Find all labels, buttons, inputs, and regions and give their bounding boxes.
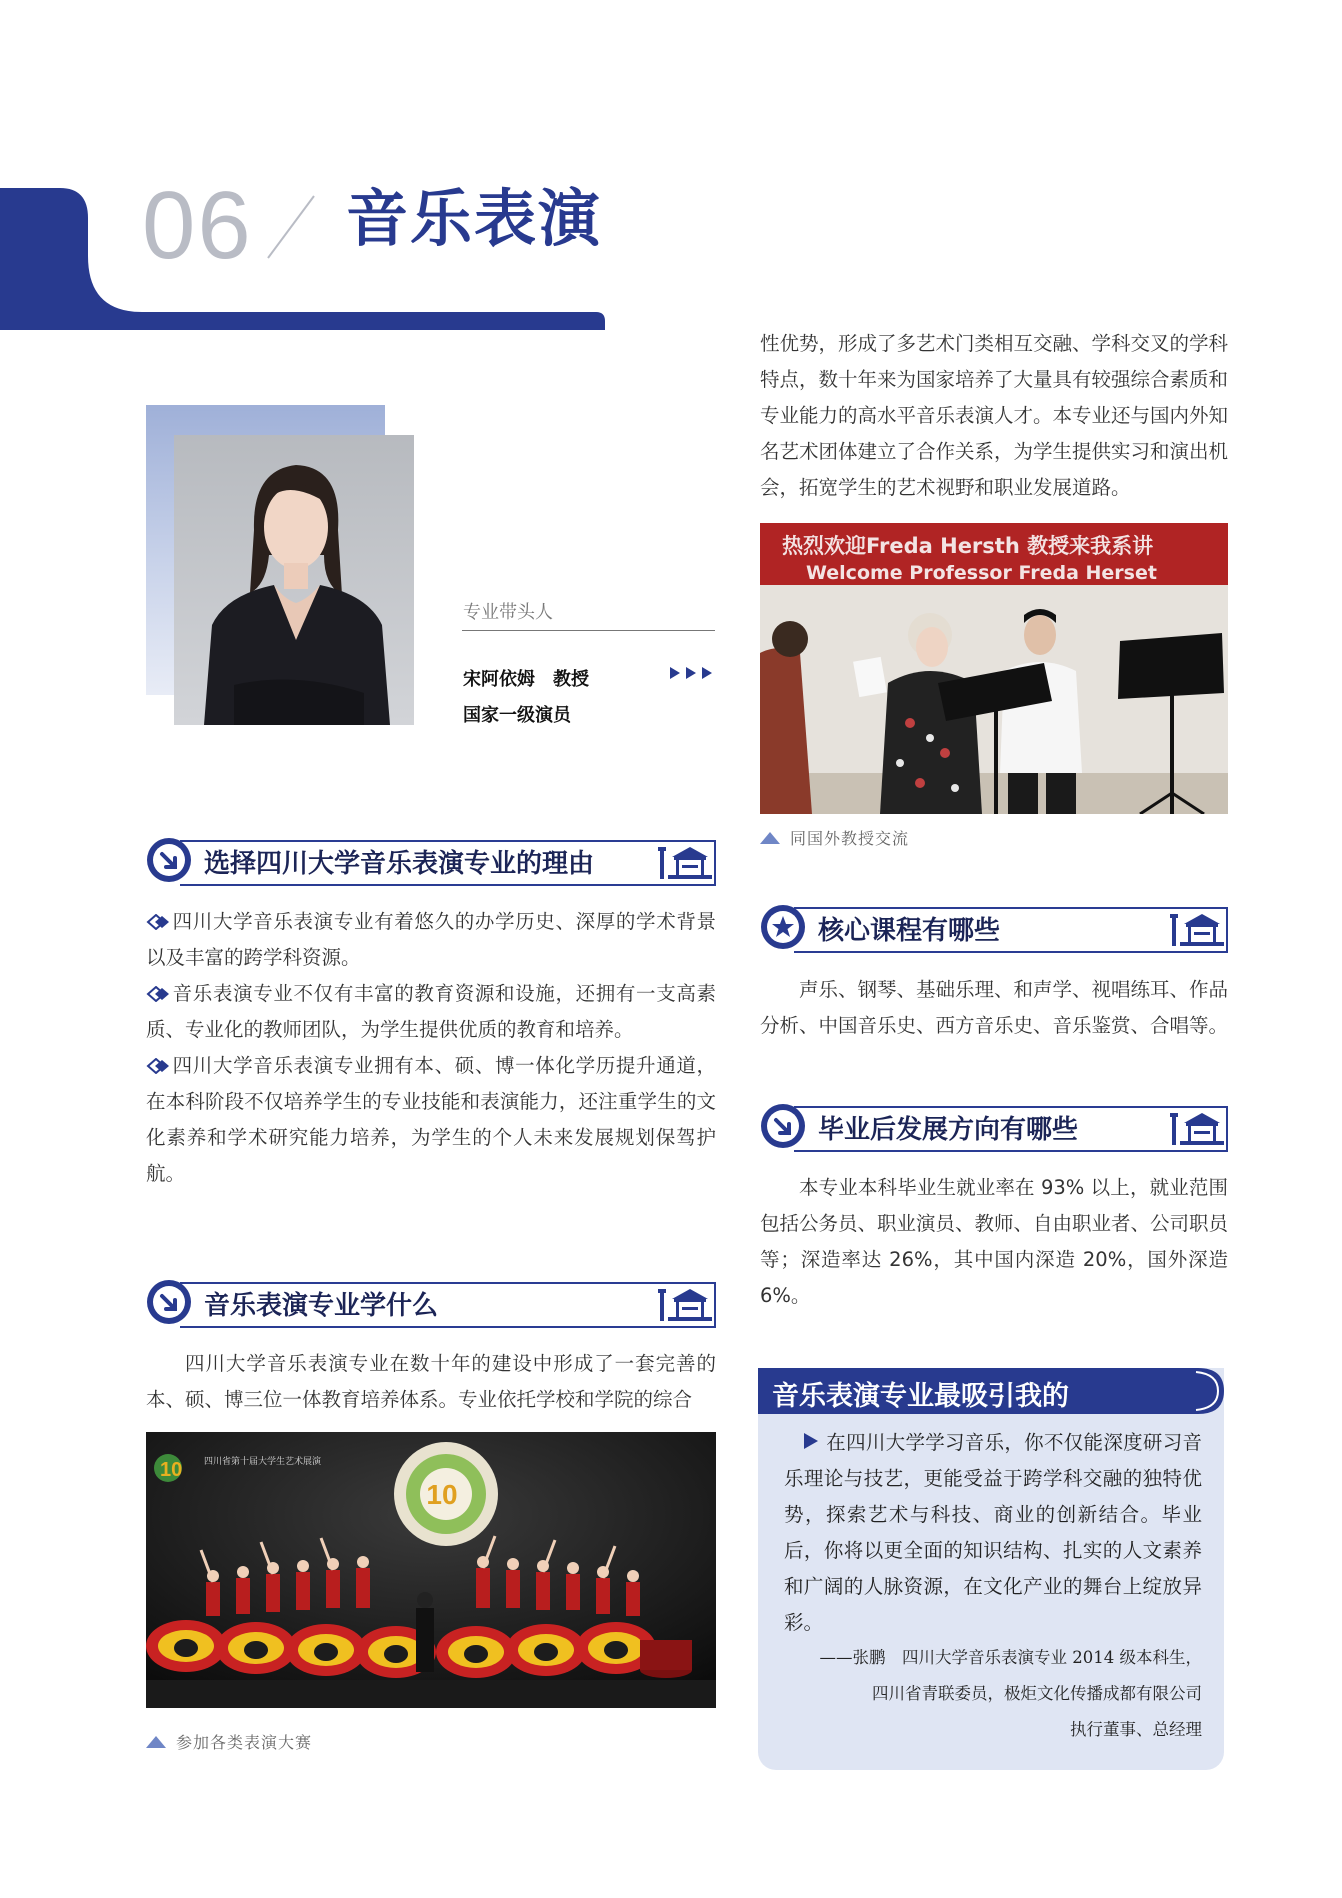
arrow-badge-icon <box>760 1103 806 1149</box>
header-slash <box>262 192 322 262</box>
courses-text: 声乐、钢琴、基础乐理、和声学、视唱练耳、作品分析、中国音乐史、西方音乐史、音乐鉴赏、合唱等。 <box>760 978 1229 1037</box>
leader-title: 国家一级演员 <box>463 705 571 726</box>
leader-label: 专业带头人 <box>463 602 553 623</box>
chapter-number: 06 <box>142 172 253 279</box>
competition-photo <box>146 1432 716 1708</box>
reason-item: 四川大学音乐表演专业拥有本、硕、博一体化学历提升通道，在本科阶段不仅培养学生的专业技能和表演能力，还注重学生的文化素养和学术研究能力培养，为学生的个人未来发展规划保驾护航。 <box>146 1054 716 1185</box>
campus-gate-icon <box>658 1283 712 1321</box>
section-heading-courses: 核心课程有哪些 <box>760 904 1228 950</box>
svg-text:10: 10 <box>160 1459 183 1481</box>
what-to-learn-text-right: 性优势，形成了多艺术门类相互交融、学科交叉的学科特点，数十年来为国家培养了大量具有较强综合素质和专业能力的高水平音乐表演人才。本专业还与国内外知名艺术团体建立了合作关系，为学生提供实习和演出机会，拓宽学生的艺术视野和职业发展道路。 <box>760 332 1229 499</box>
quote-signature: ——张鹏 四川大学音乐表演专业 2014 级本科生， 四川省青联委员，极炬文化传播成都有限公司 执行董事、总经理 <box>819 1648 1202 1739</box>
star-badge-icon <box>760 904 806 950</box>
triple-arrow-icon <box>670 663 714 683</box>
play-triangle-icon <box>802 1432 822 1450</box>
leader-portrait <box>174 435 414 725</box>
logo-text: 四川省第十届大学生艺术展演 <box>204 1457 322 1467</box>
triangle-icon <box>146 1736 166 1748</box>
section-heading-career: 毕业后发展方向有哪些 <box>760 1103 1228 1149</box>
banner-text-1: 热烈欢迎Freda Hersth 教授来我系讲 <box>782 534 1154 558</box>
campus-gate-icon <box>1170 908 1224 946</box>
triangle-icon <box>760 832 780 844</box>
section-heading-reasons: 选择四川大学音乐表演专业的理由 <box>146 837 716 883</box>
campus-gate-icon <box>1170 1107 1224 1145</box>
campus-gate-icon <box>658 841 712 879</box>
section-heading-what-to-learn: 音乐表演专业学什么 <box>146 1279 716 1325</box>
diamond-bullet-icon <box>146 914 172 930</box>
what-to-learn-text-left: 四川大学音乐表演专业在数十年的建设中形成了一套完善的本、硕、博三位一体教育培养体系。专业依托学校和学院的综合 <box>146 1352 716 1411</box>
banner-text-2: Welcome Professor Freda Herset <box>806 562 1157 584</box>
quote-title: 音乐表演专业最吸引我的 <box>772 1381 1069 1412</box>
svg-text:10: 10 <box>426 1479 458 1510</box>
leader-name: 宋阿依姆 教授 <box>463 669 589 690</box>
career-text: 本专业本科毕业生就业率在 93% 以上，就业范围包括公务员、职业演员、教师、自由职业者、公司职员等；深造率达 26%，其中国内深造 20%，国外深造 6%。 <box>760 1176 1229 1307</box>
diamond-bullet-icon <box>146 1058 172 1074</box>
page-title: 音乐表演 <box>346 182 603 255</box>
diamond-bullet-icon <box>146 986 172 1002</box>
reason-item: 音乐表演专业不仅有丰富的教育资源和设施，还拥有一支高素质、专业化的教师团队，为学生提供优质的教育和培养。 <box>146 982 716 1041</box>
arrow-badge-icon <box>146 1279 192 1325</box>
competition-caption: 参加各类表演大赛 <box>146 1730 312 1753</box>
quote-body: 在四川大学学习音乐，你不仅能深度研习音乐理论与技艺，更能受益于跨学科交融的独特优势，探索艺术与科技、商业的创新结合。毕业后，你将以更全面的知识结构、扎实的人文素养和广阔的人脉资源，在文化产业的舞台上绽放异彩。 <box>784 1431 1202 1634</box>
professor-caption: 同国外教授交流 <box>760 826 909 849</box>
arrow-badge-icon <box>146 837 192 883</box>
professor-photo <box>760 523 1228 814</box>
reasons-list <box>146 904 716 1192</box>
leader-divider <box>462 630 715 631</box>
reason-item: 四川大学音乐表演专业有着悠久的办学历史、深厚的学术背景以及丰富的跨学科资源。 <box>146 910 716 969</box>
